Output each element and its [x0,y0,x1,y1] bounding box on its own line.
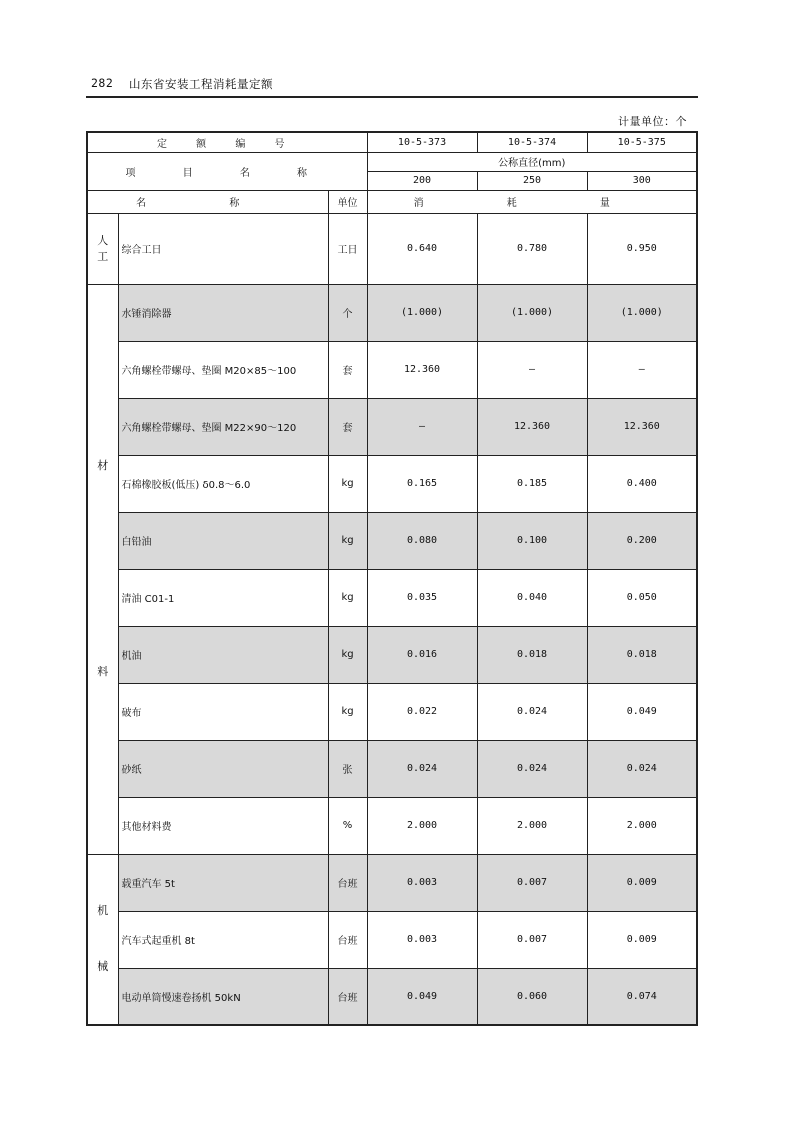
table-row [87,683,697,740]
category-char: 机 [97,904,109,918]
item-name-label: 项 目 名 称 [87,152,367,190]
consumption-value: 0.022 [367,683,477,740]
consumption-value: 2.000 [587,797,697,854]
consumption-value: 0.040 [477,569,587,626]
consumption-value: 0.009 [587,911,697,968]
consumption-value: 0.060 [477,968,587,1025]
consumption-value: 0.100 [477,512,587,569]
consumption-value: 0.050 [587,569,697,626]
quota-code: 10-5-375 [587,132,697,152]
page-number: 282 [91,76,114,90]
category-char: 工 [97,249,109,263]
resource-unit: 张 [328,740,367,797]
table-row [87,740,697,797]
resource-name: 白铅油 [118,512,328,569]
category-cell-labor [87,213,118,284]
category-char: 械 [97,960,109,974]
consumption-value: 0.080 [367,512,477,569]
consumption-value: 0.016 [367,626,477,683]
consumption-value: (1.000) [477,284,587,341]
resource-unit: 台班 [328,854,367,911]
consumption-value: 0.003 [367,854,477,911]
quota-code-label: 定 额 编 号 [87,132,367,152]
consumption-quota-table [86,131,698,1026]
resource-name: 破布 [118,683,328,740]
resource-unit: kg [328,569,367,626]
col-unit-header: 单位 [328,190,367,213]
consumption-value: 0.049 [587,683,697,740]
category-char: 材 [97,459,109,472]
resource-unit: 台班 [328,911,367,968]
diameter-value: 200 [367,171,477,190]
resource-name: 其他材料费 [118,797,328,854]
consumption-value: 0.003 [367,911,477,968]
consumption-value: 0.018 [587,626,697,683]
consumption-value: — [587,341,697,398]
table-row [87,341,697,398]
resource-unit: kg [328,683,367,740]
resource-name: 汽车式起重机 8t [118,911,328,968]
consumption-value: 0.024 [477,683,587,740]
col-name-header: 名 称 [87,190,328,213]
resource-name: 清油 C01-1 [118,569,328,626]
consumption-value: 0.640 [367,213,477,284]
spec-label: 公称直径(mm) [367,152,697,171]
resource-unit: % [328,797,367,854]
resource-name: 水锤消除器 [118,284,328,341]
consumption-value: (1.000) [587,284,697,341]
consumption-value: 0.024 [587,740,697,797]
resource-name: 砂纸 [118,740,328,797]
table-row [87,968,697,1025]
resource-name: 六角螺栓带螺母、垫圈 M22×90～120 [118,398,328,455]
consumption-value: 0.007 [477,911,587,968]
table-row [87,512,697,569]
quota-code: 10-5-374 [477,132,587,152]
resource-name: 综合工日 [118,213,328,284]
consumption-value: 0.049 [367,968,477,1025]
consumption-value: 0.400 [587,455,697,512]
table-row [87,626,697,683]
consumption-value: 0.024 [367,740,477,797]
resource-unit: 套 [328,341,367,398]
resource-name: 机油 [118,626,328,683]
resource-unit: 工日 [328,213,367,284]
table-row [87,911,697,968]
consumption-value: 0.950 [587,213,697,284]
table-row [87,569,697,626]
consumption-value: 12.360 [367,341,477,398]
col-consumption-header: 消 耗 量 [367,190,697,213]
consumption-value: 0.024 [477,740,587,797]
resource-unit: 套 [328,398,367,455]
category-cell-machine [87,854,118,1025]
consumption-value: — [477,341,587,398]
table-row [87,213,697,284]
unit-note: 计量单位：个 [618,115,687,128]
resource-unit: 个 [328,284,367,341]
resource-name: 石棉橡胶板(低压) δ0.8～6.0 [118,455,328,512]
consumption-value: 0.074 [587,968,697,1025]
consumption-value: 0.007 [477,854,587,911]
consumption-value: 0.009 [587,854,697,911]
resource-unit: kg [328,626,367,683]
quota-code: 10-5-373 [367,132,477,152]
consumption-value: 12.360 [477,398,587,455]
category-char: 料 [97,665,109,678]
table-row [87,284,697,341]
category-char: 人 [97,233,109,247]
table-row [87,398,697,455]
resource-name: 载重汽车 5t [118,854,328,911]
consumption-value: 0.018 [477,626,587,683]
consumption-value: 12.360 [587,398,697,455]
resource-name: 六角螺栓带螺母、垫圈 M20×85～100 [118,341,328,398]
consumption-value: 0.035 [367,569,477,626]
diameter-value: 300 [587,171,697,190]
consumption-value: 2.000 [367,797,477,854]
resource-unit: kg [328,455,367,512]
consumption-value: — [367,398,477,455]
table-row [87,797,697,854]
consumption-value: 0.185 [477,455,587,512]
page-header [86,74,698,98]
resource-unit: 台班 [328,968,367,1025]
book-title: 山东省安装工程消耗量定额 [129,77,273,91]
resource-name: 电动单筒慢速卷扬机 50kN [118,968,328,1025]
resource-unit: kg [328,512,367,569]
consumption-value: (1.000) [367,284,477,341]
table-row [87,854,697,911]
consumption-value: 0.200 [587,512,697,569]
consumption-value: 0.165 [367,455,477,512]
table-row [87,455,697,512]
category-cell-material [87,284,118,854]
consumption-value: 0.780 [477,213,587,284]
consumption-value: 2.000 [477,797,587,854]
diameter-value: 250 [477,171,587,190]
